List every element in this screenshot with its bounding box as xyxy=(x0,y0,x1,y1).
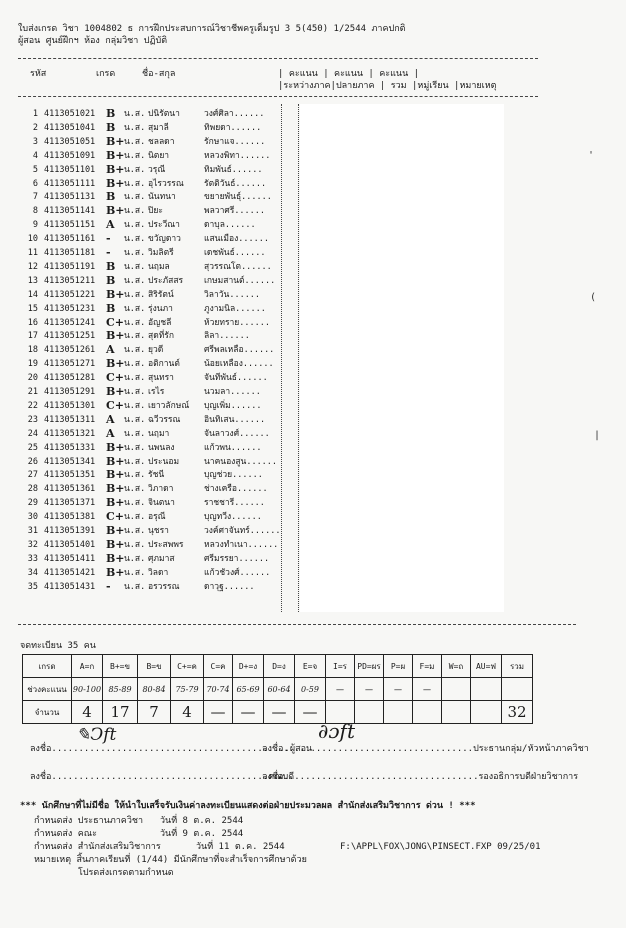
row-number: 2 xyxy=(32,122,38,133)
range-cell: — xyxy=(326,678,355,701)
student-id: 4113051361 xyxy=(44,484,96,495)
student-grade: B+ xyxy=(106,162,125,176)
student-id: 4113051091 xyxy=(44,150,96,161)
student-grade: B+ xyxy=(106,148,125,162)
grade-header-cell: AU=ฟ xyxy=(471,655,502,678)
row-number: 30 xyxy=(27,512,38,523)
range-cell: 70-74 xyxy=(204,678,233,701)
student-last-name: รัตติวันธ์...... xyxy=(204,178,267,189)
student-title: น.ส. xyxy=(124,567,146,578)
divider xyxy=(18,96,538,97)
student-grade: B+ xyxy=(106,496,125,510)
student-title: น.ส. xyxy=(124,553,146,564)
range-cell: — xyxy=(384,678,413,701)
row-number: 5 xyxy=(32,164,38,175)
student-last-name: ขยายพันธุ์...... xyxy=(204,192,272,203)
range-cell: 90-100 xyxy=(72,678,103,701)
student-first-name: ประนอม xyxy=(148,456,180,467)
row-number: 28 xyxy=(27,484,38,495)
student-first-name: ประวีณา xyxy=(148,220,180,231)
student-first-name: สิริรัตน์ xyxy=(148,289,174,300)
student-title: น.ส. xyxy=(124,317,146,328)
divider xyxy=(18,624,576,625)
range-cell xyxy=(502,678,533,701)
student-grade: - xyxy=(106,579,111,593)
student-title: น.ส. xyxy=(124,345,146,356)
student-last-name: น้อยเหลือง...... xyxy=(204,359,274,370)
student-last-name: ลิลา...... xyxy=(204,331,250,342)
row-number: 27 xyxy=(27,470,38,481)
student-grade: B+ xyxy=(106,385,125,398)
student-id: 4113051281 xyxy=(44,373,96,384)
count-cell xyxy=(384,701,413,724)
student-title: น.ส. xyxy=(124,192,146,203)
student-first-name: อรวรรณ xyxy=(148,581,180,592)
student-first-name: ยุวดี xyxy=(148,345,164,356)
student-id: 4113051321 xyxy=(44,428,96,439)
deadline-date: วันที่ 9 ต.ค. 2544 xyxy=(160,829,244,839)
student-id: 4113051291 xyxy=(44,387,96,397)
student-id: 4113051371 xyxy=(44,498,96,509)
student-id: 4113051191 xyxy=(44,261,96,272)
student-last-name: วงค์ศาจันทร์...... xyxy=(204,526,281,536)
student-first-name: สุนทรา xyxy=(148,373,174,384)
student-first-name: ปนิรัตนา xyxy=(148,109,180,119)
grade-header-cell: เกรด xyxy=(23,655,72,678)
row-number: 19 xyxy=(27,359,38,370)
count-label: จำนวน xyxy=(23,701,72,724)
row-number: 29 xyxy=(27,498,38,509)
count-cell: 4 xyxy=(72,701,103,724)
student-id: 4113051151 xyxy=(44,220,96,231)
row-number: 35 xyxy=(27,581,38,592)
column-line xyxy=(298,104,299,612)
student-grade: B+ xyxy=(106,565,125,579)
col-score-header: | คะแนน | คะแนน | คะแนน | xyxy=(278,69,420,79)
student-title: น.ส. xyxy=(124,512,146,523)
student-last-name: จันลาวงศ์...... xyxy=(204,428,270,439)
student-id: 4113051111 xyxy=(44,178,96,189)
student-id: 4113051421 xyxy=(44,567,96,578)
student-title: น.ส. xyxy=(124,539,146,550)
student-title: น.ส. xyxy=(124,150,146,161)
row-number: 31 xyxy=(27,526,38,536)
student-last-name: แสนเมือง...... xyxy=(204,234,269,245)
student-last-name: หลวงพิทา...... xyxy=(204,150,271,161)
row-number: 10 xyxy=(27,234,38,245)
student-first-name: จินตนา xyxy=(148,498,175,509)
column-line xyxy=(281,104,282,612)
student-grade: A xyxy=(106,218,115,232)
student-title: น.ส. xyxy=(124,234,146,245)
count-cell: — xyxy=(233,701,264,724)
student-grade: C+ xyxy=(106,398,124,412)
row-number: 34 xyxy=(27,567,38,578)
student-id: 4113051041 xyxy=(44,122,96,133)
student-last-name: แก้วชัวงศ์...... xyxy=(204,567,271,578)
student-last-name: เดชพันธ์...... xyxy=(204,248,266,258)
student-grade: B+ xyxy=(106,524,125,537)
count-cell xyxy=(355,701,384,724)
col-score-subheader: |ระหว่างภาค|ปลายภาค | รวม |หมู่เรียน |หมายเหตุ xyxy=(278,81,497,91)
student-first-name: ประภัสสร xyxy=(148,275,184,286)
student-first-name: นพนลง xyxy=(148,442,175,453)
student-grade: C+ xyxy=(106,371,124,385)
student-first-name: ประสพพร xyxy=(148,539,184,550)
grade-header-cell: B=ข xyxy=(138,655,171,678)
instructor-line: ผู้สอน ศูนย์ฝึกฯ ห้อง กลุ่มวิชา ปฏิบัติ xyxy=(18,36,168,46)
student-grade: - xyxy=(106,246,111,259)
student-id: 4113051391 xyxy=(44,526,96,536)
row-number: 25 xyxy=(27,442,38,453)
student-title: น.ส. xyxy=(124,275,146,286)
row-number: 4 xyxy=(32,150,38,161)
student-first-name: ฉวีวรรณ xyxy=(148,414,181,425)
student-last-name: รักษาแจ...... xyxy=(204,136,266,147)
student-grade: B+ xyxy=(106,357,125,371)
student-first-name: อุไรวรรณ xyxy=(148,178,184,189)
student-id: 4113051381 xyxy=(44,512,96,523)
row-number: 26 xyxy=(27,456,38,467)
student-last-name: บุญทวีง...... xyxy=(204,512,262,523)
row-number: 24 xyxy=(27,428,38,439)
count-cell xyxy=(471,701,502,724)
student-first-name: รัชนี xyxy=(148,470,165,481)
student-last-name: ทิมพันธ์...... xyxy=(204,164,263,175)
student-last-name: จันทีพันธ์...... xyxy=(204,373,268,384)
student-title: น.ส. xyxy=(124,373,146,384)
student-title: น.ส. xyxy=(124,387,146,397)
student-title: น.ส. xyxy=(124,289,146,300)
student-grade: B+ xyxy=(106,482,125,496)
student-last-name: นวมลา...... xyxy=(204,387,261,397)
row-number: 8 xyxy=(32,206,38,217)
student-first-name: เยาวลักษณ์ xyxy=(148,400,190,411)
scan-mark: ( xyxy=(590,292,597,303)
student-last-name: บุญเพิ่ม...... xyxy=(204,400,262,411)
student-grade: B xyxy=(106,120,116,134)
student-grade: A xyxy=(106,426,115,440)
row-number: 12 xyxy=(27,261,38,272)
student-first-name: นิตยา xyxy=(148,150,170,161)
student-grade: - xyxy=(106,232,111,246)
student-id: 4113051261 xyxy=(44,345,96,356)
student-title: น.ส. xyxy=(124,498,146,509)
deadline-date: วันที่ 11 ต.ค. 2544 xyxy=(196,842,285,852)
scan-mark: ' xyxy=(588,150,595,161)
student-title: น.ส. xyxy=(124,359,146,370)
student-title: น.ส. xyxy=(124,178,146,189)
remark-text: หมายเหตุ สิ้นภาคเรียนที่ (1/44) มีนักศึกษาที่จะสำเร็จการศึกษาด้วย xyxy=(34,855,307,865)
redacted-area xyxy=(300,104,504,612)
deadline-date: วันที่ 8 ต.ค. 2544 xyxy=(160,816,244,826)
student-last-name: ศรีพลเหลือ...... xyxy=(204,345,275,356)
student-title: น.ส. xyxy=(124,456,146,467)
row-number: 7 xyxy=(32,192,38,203)
range-cell: — xyxy=(413,678,442,701)
student-first-name: นฤมา xyxy=(148,428,170,439)
student-id: 4113051341 xyxy=(44,456,96,467)
student-last-name: ภูงามนิล...... xyxy=(204,303,266,314)
student-id: 4113051241 xyxy=(44,317,96,328)
student-last-name: ดาวุฐ...... xyxy=(204,581,255,592)
student-id: 4113051411 xyxy=(44,553,96,564)
grade-header-cell: รวม xyxy=(502,655,533,678)
grade-header-cell: D+=ง xyxy=(233,655,264,678)
range-cell: 65-69 xyxy=(233,678,264,701)
col-name-header: ชื่อ-สกุล xyxy=(142,69,176,79)
row-number: 14 xyxy=(27,289,38,300)
student-last-name: หลวงทำเนา...... xyxy=(204,539,279,550)
student-id: 4113051131 xyxy=(44,192,96,203)
grade-header-cell: F=ม xyxy=(413,655,442,678)
student-grade: B+ xyxy=(106,287,125,301)
student-title: น.ส. xyxy=(124,414,146,425)
student-id: 4113051101 xyxy=(44,164,96,175)
deadline-label: กำหนดส่ง คณะ xyxy=(34,829,97,839)
student-last-name: สุวรรณโต...... xyxy=(204,261,272,272)
student-last-name: วงศ์ศิลา...... xyxy=(204,109,265,119)
row-number: 3 xyxy=(32,136,38,147)
count-cell: — xyxy=(204,701,233,724)
row-number: 20 xyxy=(27,373,38,384)
student-first-name: วิมลิตรี xyxy=(148,248,174,258)
student-title: น.ส. xyxy=(124,261,146,272)
student-grade: B xyxy=(106,273,116,287)
grade-header-cell: B+=ข xyxy=(103,655,138,678)
range-cell xyxy=(471,678,502,701)
handwritten-signature: ✎Ͻ𝑓𝑡 xyxy=(76,725,117,745)
student-title: น.ส. xyxy=(124,470,146,481)
row-number: 16 xyxy=(27,317,38,328)
student-last-name: ศรีมรรยา...... xyxy=(204,553,270,564)
row-number: 13 xyxy=(27,275,38,286)
range-cell: 80-84 xyxy=(138,678,171,701)
student-id: 4113051221 xyxy=(44,289,96,300)
student-grade: B xyxy=(106,107,116,120)
head-signature-line: ลงชื่อ...................................ประธานกลุ่ม/หัวหน้าภาควิชา xyxy=(262,744,589,754)
student-first-name: ศุภมาส xyxy=(148,553,175,564)
student-first-name: ขวัญดาว xyxy=(148,234,181,245)
divider xyxy=(18,58,538,59)
student-first-name: รุ่งนภา xyxy=(148,303,173,314)
range-cell: 0-59 xyxy=(295,678,326,701)
student-title: น.ส. xyxy=(124,331,146,342)
student-first-name: นันทนา xyxy=(148,192,176,203)
student-first-name: อรุณี xyxy=(148,512,166,523)
student-title: น.ส. xyxy=(124,484,146,495)
student-title: น.ส. xyxy=(124,400,146,411)
grade-header-cell: E=จ xyxy=(295,655,326,678)
range-cell: — xyxy=(355,678,384,701)
student-title: น.ส. xyxy=(124,248,146,258)
row-number: 18 xyxy=(27,345,38,356)
handwritten-signature: ∂ɔ𝑓𝑡 xyxy=(318,719,355,743)
student-first-name: วรุณี xyxy=(148,164,166,175)
row-number: 21 xyxy=(27,387,38,397)
deadline-label: กำหนดส่ง สำนักส่งเสริมวิชาการ xyxy=(34,842,161,852)
student-grade: A xyxy=(106,412,115,426)
dean-signature-line: ลงชื่อ........................................คณบดี xyxy=(30,772,295,782)
grade-header-cell: C=ค xyxy=(204,655,233,678)
student-first-name: วิลดา xyxy=(148,567,169,578)
grade-header-cell: PD=ผร xyxy=(355,655,384,678)
student-last-name: ห้วยทราย...... xyxy=(204,317,270,328)
count-cell: 7 xyxy=(138,701,171,724)
student-id: 4113051301 xyxy=(44,400,96,411)
student-last-name: แก้วพน...... xyxy=(204,442,262,453)
grade-header-cell: W=ถ xyxy=(442,655,471,678)
student-last-name: ช่างเครือ...... xyxy=(204,484,268,495)
row-number: 33 xyxy=(27,553,38,564)
student-id: 4113051141 xyxy=(44,206,96,217)
student-id: 4113051401 xyxy=(44,539,96,550)
student-grade: B+ xyxy=(106,468,125,482)
student-first-name: อติกานต์ xyxy=(148,359,180,370)
student-title: น.ส. xyxy=(124,206,146,217)
student-title: น.ส. xyxy=(124,122,146,133)
col-code-header: รหัส xyxy=(30,69,47,79)
grade-header-cell: D=ง xyxy=(264,655,295,678)
student-title: น.ส. xyxy=(124,136,146,147)
student-last-name: เกษมสานต์...... xyxy=(204,275,276,286)
grade-header-cell: C+=ค xyxy=(171,655,204,678)
row-number: 22 xyxy=(27,400,38,411)
student-grade: B xyxy=(106,190,116,204)
student-id: 4113051331 xyxy=(44,442,96,453)
student-id: 4113051351 xyxy=(44,470,96,481)
student-title: น.ส. xyxy=(124,526,146,536)
row-number: 17 xyxy=(27,331,38,342)
student-grade: B+ xyxy=(106,454,125,468)
student-first-name: ชลลดา xyxy=(148,136,175,147)
student-grade: B xyxy=(106,301,116,315)
grade-header-cell: P=ผ xyxy=(384,655,413,678)
student-first-name: สุมาลี xyxy=(148,122,169,133)
count-cell: 32 xyxy=(502,701,533,724)
count-cell: 4 xyxy=(171,701,204,724)
row-number: 32 xyxy=(27,539,38,550)
range-label: ช่วงคะแนน xyxy=(23,678,72,701)
student-first-name: นฤมล xyxy=(148,261,170,272)
student-first-name: วิภาดา xyxy=(148,484,174,495)
student-grade: B+ xyxy=(106,440,125,454)
student-grade: B+ xyxy=(106,134,125,148)
student-last-name: วิลาวัน...... xyxy=(204,289,261,300)
count-cell xyxy=(442,701,471,724)
student-id: 4113051021 xyxy=(44,109,96,119)
student-title: น.ส. xyxy=(124,442,146,453)
file-reference: F:\APPL\FOX\JONG\PINSECT.FXP 09/25/01 xyxy=(340,842,541,852)
range-cell: 75-79 xyxy=(171,678,204,701)
student-title: น.ส. xyxy=(124,581,146,592)
student-id: 4113051161 xyxy=(44,234,96,245)
student-first-name: เรไร xyxy=(148,387,165,397)
student-first-name: นุชรา xyxy=(148,526,169,536)
student-grade: B+ xyxy=(106,551,125,565)
student-last-name: ราชชารี...... xyxy=(204,498,265,509)
student-title: น.ส. xyxy=(124,220,146,231)
report-title: ใบส่งเกรด วิชา 1004802 ธ การฝึกประสบการณ์วิชาชีพครูเต็มรูป 3 5(450) 1/2544 ภาคปกติ xyxy=(18,24,406,34)
student-grade: B+ xyxy=(106,176,125,190)
student-title: น.ส. xyxy=(124,164,146,175)
student-id: 4113051271 xyxy=(44,359,96,370)
row-number: 23 xyxy=(27,414,38,425)
student-grade: B+ xyxy=(106,537,125,551)
row-number: 1 xyxy=(32,109,38,119)
count-cell xyxy=(413,701,442,724)
range-cell: 85-89 xyxy=(103,678,138,701)
grade-header-cell: I=ร xyxy=(326,655,355,678)
student-id: 4113051251 xyxy=(44,331,96,342)
row-number: 6 xyxy=(32,178,38,189)
count-cell: — xyxy=(295,701,326,724)
student-last-name: บุญช่วย...... xyxy=(204,470,263,481)
scan-mark: | xyxy=(594,430,601,441)
student-grade: C+ xyxy=(106,315,124,329)
student-first-name: อัญชลี xyxy=(148,317,172,328)
student-last-name: ทิพยดา...... xyxy=(204,122,262,133)
col-grade-header: เกรด xyxy=(96,69,116,79)
student-title: น.ส. xyxy=(124,109,146,119)
row-number: 11 xyxy=(27,248,38,258)
student-title: น.ส. xyxy=(124,428,146,439)
remark-text: โปรดส่งเกรดตามกำหนด xyxy=(78,868,174,878)
vp-signature-line: ลงชื่อ....................................รองอธิการบดีฝ่ายวิชาการ xyxy=(262,772,579,782)
notice-text: *** นักศึกษาที่ไม่มีชื่อ ให้นำใบเสร็จรับเงินค่าลงทะเบียนแสดงต่อฝ่ายประมวลผล สำนักส่งเสริมวิชาการ ด่วน ! *** xyxy=(20,801,476,811)
count-cell: 17 xyxy=(103,701,138,724)
count-cell: — xyxy=(264,701,295,724)
student-id: 4113051431 xyxy=(44,581,96,592)
student-grade: B+ xyxy=(106,204,125,218)
student-grade: C+ xyxy=(106,510,124,524)
student-last-name: อินทิเสน...... xyxy=(204,414,266,425)
grade-summary-table xyxy=(22,654,533,724)
range-cell: 60-64 xyxy=(264,678,295,701)
student-last-name: พลวาศรี...... xyxy=(204,206,266,217)
student-id: 4113051181 xyxy=(44,248,96,258)
range-cell xyxy=(442,678,471,701)
student-first-name: ปิยะ xyxy=(148,206,163,217)
student-grade: B+ xyxy=(106,329,125,343)
student-last-name: นาคนองสูน...... xyxy=(204,456,278,467)
student-first-name: สุดที่รัก xyxy=(148,331,175,342)
student-title: น.ส. xyxy=(124,303,146,314)
grade-header-cell: A=ก xyxy=(72,655,103,678)
deadline-label: กำหนดส่ง ประธานภาควิชา xyxy=(34,816,144,826)
student-id: 4113051051 xyxy=(44,136,96,147)
student-grade: B xyxy=(106,259,116,273)
instructor-signature-line: ลงชื่อ............................................ผู้สอน xyxy=(30,744,313,754)
student-grade: A xyxy=(106,343,115,357)
student-last-name: ดาบุล...... xyxy=(204,220,256,231)
row-number: 9 xyxy=(32,220,38,231)
student-id: 4113051211 xyxy=(44,275,96,286)
row-number: 15 xyxy=(27,303,38,314)
total-registered: จดทะเบียน 35 คน xyxy=(20,641,96,651)
student-id: 4113051231 xyxy=(44,303,96,314)
student-id: 4113051311 xyxy=(44,414,96,425)
